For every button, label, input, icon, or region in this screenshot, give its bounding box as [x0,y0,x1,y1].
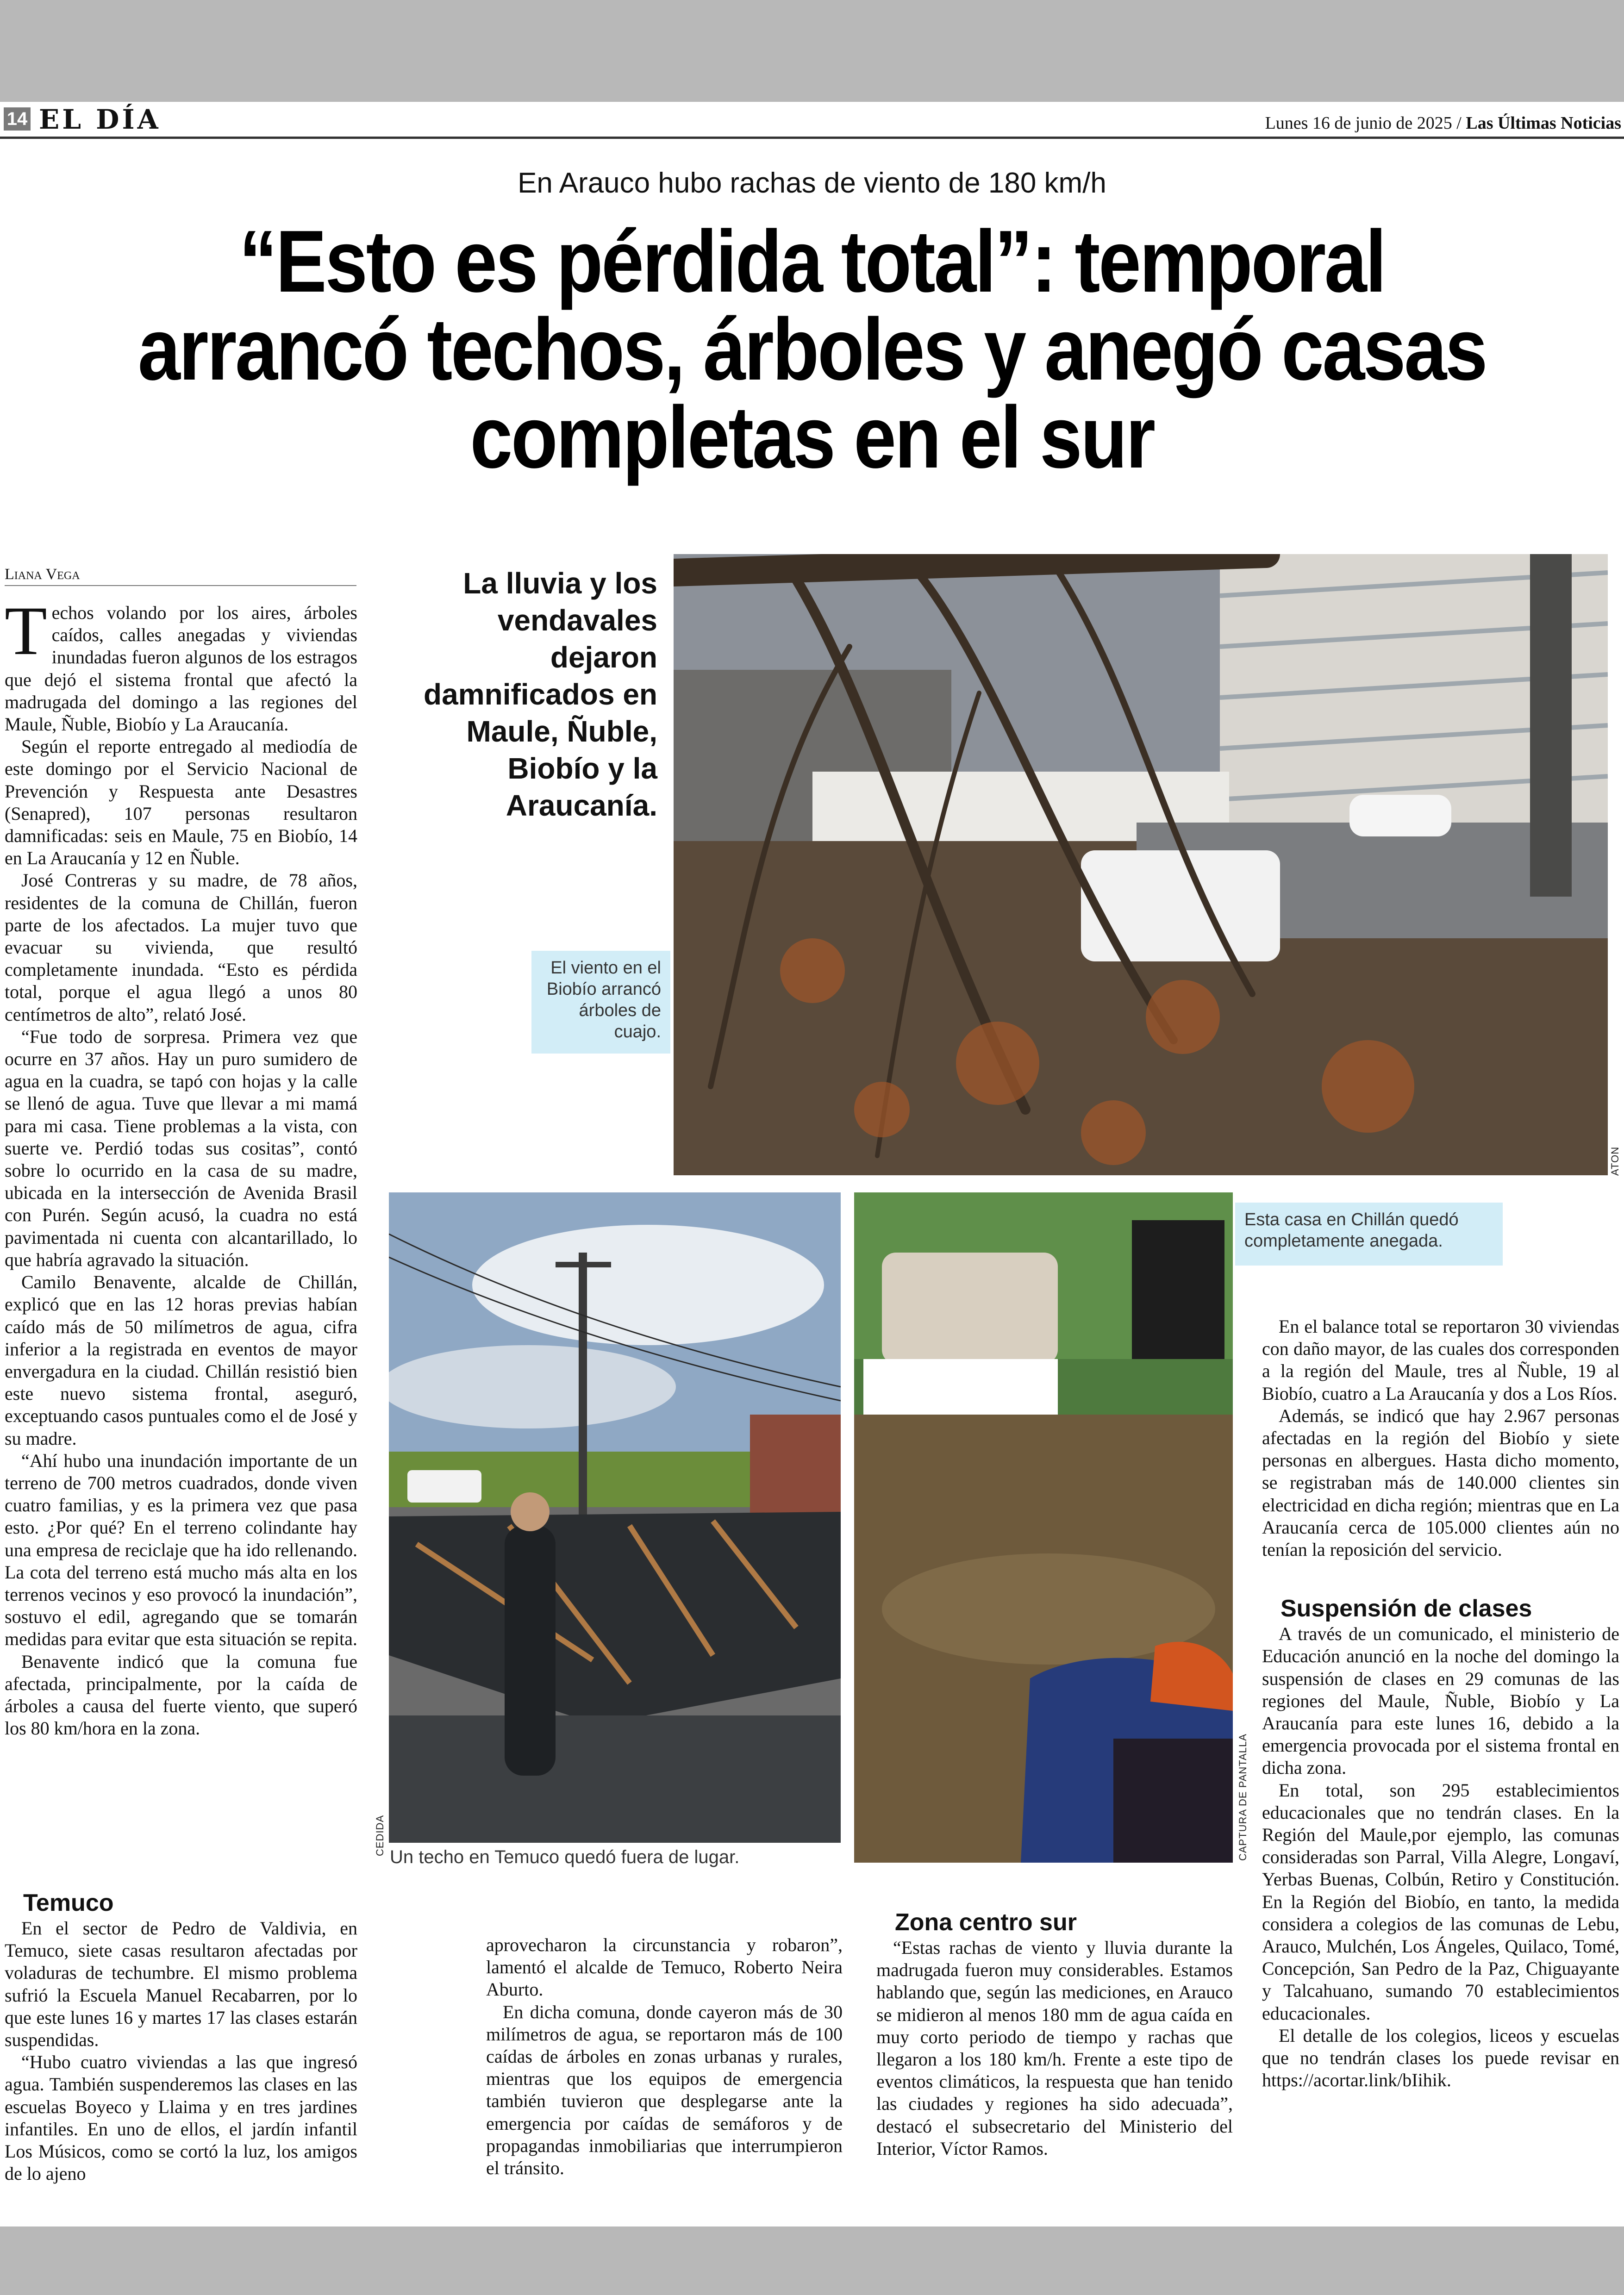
roof-illustration [389,1192,841,1843]
paragraph: “Hubo cuatro viviendas a las que ingresó agua. También suspenderemos las clases en las escuelas Boyeco y Llaima y en tres jardines infantiles. En uno de ellos, el jardín infantil Los Músicos, como se cortó la luz, los amigos de lo ajeno [5,2052,357,2184]
roof-photo-credit: CEDIDA [374,1815,386,1856]
flood-photo-caption: Esta casa en Chillán quedó completamente anegada. [1235,1203,1503,1266]
temuco-continuation [486,1934,843,2179]
byline: Liana Vega [5,566,356,586]
paragraph: El detalle de los colegios, liceos y escuelas que no tendrán clases los puede revisar en https://acortar.link/bIihik. [1262,2025,1619,2091]
temuco-heading: Temuco [23,1890,114,1916]
headline-line-3: completas en el sur [470,388,1154,486]
paragraph: Camilo Benavente, alcalde de Chillán, explicó que en las 12 horas previas habían caído más de 50 milímetros de agua, cifra inferior a la registrada en eventos de mayor envergadura en la ciudad. Chillán resistió bien este nuevo sistema frontal, aseguró, exceptuando casos puntuales como el de José y su madre. [5,1272,357,1449]
section-name: EL DÍA [39,104,161,135]
page-header [0,102,1624,139]
roof-photo-caption: Un techo en Temuco quedó fuera de lugar. [390,1847,740,1867]
dateline-separator: / [1452,113,1466,133]
tree-photo-credit: ATON [1609,1146,1621,1176]
paragraph [5,592,357,736]
roof-photo [389,1192,841,1843]
bottom-margin-band [0,2226,1624,2295]
page-number: 14 [4,107,31,131]
suspension-heading: Suspensión de clases [1280,1595,1532,1622]
publication-name: Las Últimas Noticias [1466,113,1621,133]
paragraph: Además, se indicó que hay 2.967 personas afectadas en la región del Biobío y siete personas en albergues. Hasta dicho momento, se registraban más de 140.000 clientes sin electricidad en dicha región; mientras que en La Araucanía cerca de 105.000 clientes aún no tenían la reposición del servicio. [1262,1405,1619,1560]
issue-date: Lunes 16 de junio de 2025 [1265,113,1452,133]
flooded-house-illustration [854,1192,1233,1863]
pull-quote: La lluvia y los vendavales dejaron damnificados en Maule, Ñuble, Biobío y la Araucanía. [424,567,657,822]
headline-line-2: arrancó techos, árboles y anegó casas [137,300,1487,399]
paragraph: “Fue todo de sorpresa. Primera vez que ocurre en 37 años. Hay un puro sumidero de agua en la cuadra, se tapó con hojas y la calle se llenó de agua. Tuve que llevar a mi mamá para mi casa. Tiene problemas a la vista, con suerte ve. Perdió todas sus cositas”, contó sobre lo ocurrido en la casa de su madre, ubicada en la intersección de Avenida Brasil con Purén. Según acusó, la cuadra no está pavimentada ni cuenta con alcantarillado, lo que habría agravado la situación. [5,1026,357,1270]
dateline [1265,113,1621,133]
kicker: En Arauco hubo rachas de viento de 180 km/h [518,167,1106,199]
centro-sur-section [876,1902,1233,2160]
fallen-tree-illustration [674,554,1608,1175]
paragraph: En total, son 295 establecimientos educacionales que no tendrán clases. En la Región del Maule,por ejemplo, las comunas consideradas son Parral, Villa Alegre, Longaví, Yerbas Buenas, Colbún, Retiro y Constitución. En la Región del Biobío, en tanto, la medida considera a colegios de las comunas de Lebu, Arauco, Mulchén, Los Ángeles, Quilaco, Tomé, Concepción, San Pedro de la Paz, Chiguayante y Talcahuano, sumando 70 establecimientos educacionales. [1262,1779,1619,2024]
fallen-tree-photo [674,554,1608,1175]
temuco-section [5,1883,357,2185]
top-margin-band [0,0,1624,102]
paragraph: “Estas rachas de viento y lluvia durante la madrugada fueron muy considerables. Estamos hablando que, según las mediciones, en Arauco se midieron al menos 180 mm de agua caída en muy corto periodo de tiempo y rachas que llegaron a los 180 km/h. Frente a este tipo de eventos climáticos, la respuesta que han tenido las ciudades y regiones ha sido adecuada”, destacó el subsecretario del Ministerio del Interior, Víctor Ramos. [876,1937,1233,2159]
headline-line-1: “Esto es pérdida total”: temporal [239,212,1385,311]
headline [122,212,1502,486]
flood-photo-credit: CAPTURA DE PANTALLA [1237,1734,1249,1861]
paragraph: aprovecharon la circunstancia y robaron”, lamentó el alcalde de Temuco, Roberto Neira Aburto. [486,1934,843,2000]
drop-cap: T [5,592,47,669]
flooded-house-photo [854,1192,1233,1863]
paragraph: En dicha comuna, donde cayeron más de 30 milímetros de agua, se reportaron más de 100 caídas de árboles en zonas urbanas y rurales, mientras que los equipos de emergencia también tuvieron que desplegarse ante la emergencia por caídas de semáforos y de propagandas inmobiliarias que interrumpieron el tránsito. [486,2001,843,2179]
paragraph-text: echos volando por los aires, árboles caídos, calles anegadas y viviendas inundadas fueron algunos de los estragos que dejó el sistema frontal que afectó la madrugada del domingo a las regiones del Maule, Ñuble, Biobío y La Araucanía. [5,602,357,735]
paragraph: “Ahí hubo una inundación importante de un terreno de 700 metros cuadrados, donde viven cuatro familias, y es la primera vez que pasa esto. ¿Por qué? En el terreno colindante hay una empresa de reciclaje que ha ido rellenando. La cota del terreno está mucho más alta en los terrenos vecinos y eso provocó la inundación”, sostuvo el edil, agregando que se tomarán medidas para evitar que esta situación se repita. [5,1450,357,1650]
paragraph: Benavente indicó que la comuna fue afectada, principalmente, por la caída de árboles a causa del fuerte viento, que superó los 80 km/hora en la zona. [5,1651,357,1739]
paragraph: Según el reporte entregado al mediodía de este domingo por el Servicio Nacional de Prevención y Respuesta ante Desastres (Senapred), 107 personas resultaron damnificadas: seis en Maule, 75 en Biobío, 14 en La Araucanía y 12 en Ñuble. [5,736,357,869]
paragraph: José Contreras y su madre, de 78 años, residentes de la comuna de Chillán, fueron parte de los afectados. La mujer tuvo que evacuar su vivienda, que resultó completamente inundada. “Esto es pérdida total, porque el agua llegó a unos 80 centímetros de alto”, relató José. [5,870,357,1025]
paragraph: A través de un comunicado, el ministerio de Educación anunció en la noche del domingo la suspensión de clases en 29 comunas de las regiones del Maule, Ñuble, Biobío y La Araucanía para este lunes 16, debido a la emergencia provocada por el sistema frontal en dicha zona. [1262,1623,1619,1778]
centro-sur-heading: Zona centro sur [895,1909,1077,1936]
article-column-1 [5,592,357,1740]
paragraph: En el sector de Pedro de Valdivia, en Temuco, siete casas resultaron afectadas por voladuras de techumbre. El mismo problema sufrió la Escuela Manuel Recabarren, por lo que este lunes 16 y martes 17 las clases estarán suspendidas. [5,1918,357,2051]
article-column-right [1262,1316,1619,2092]
paragraph: En el balance total se reportaron 30 viviendas con daño mayor, de las cuales dos corresponden a la región del Maule, tres al Ñuble, 19 al Biobío, cuatro a La Araucanía y dos a Los Ríos. [1262,1316,1619,1404]
tree-photo-caption: El viento en el Biobío arrancó árboles de cuajo. [531,951,670,1054]
